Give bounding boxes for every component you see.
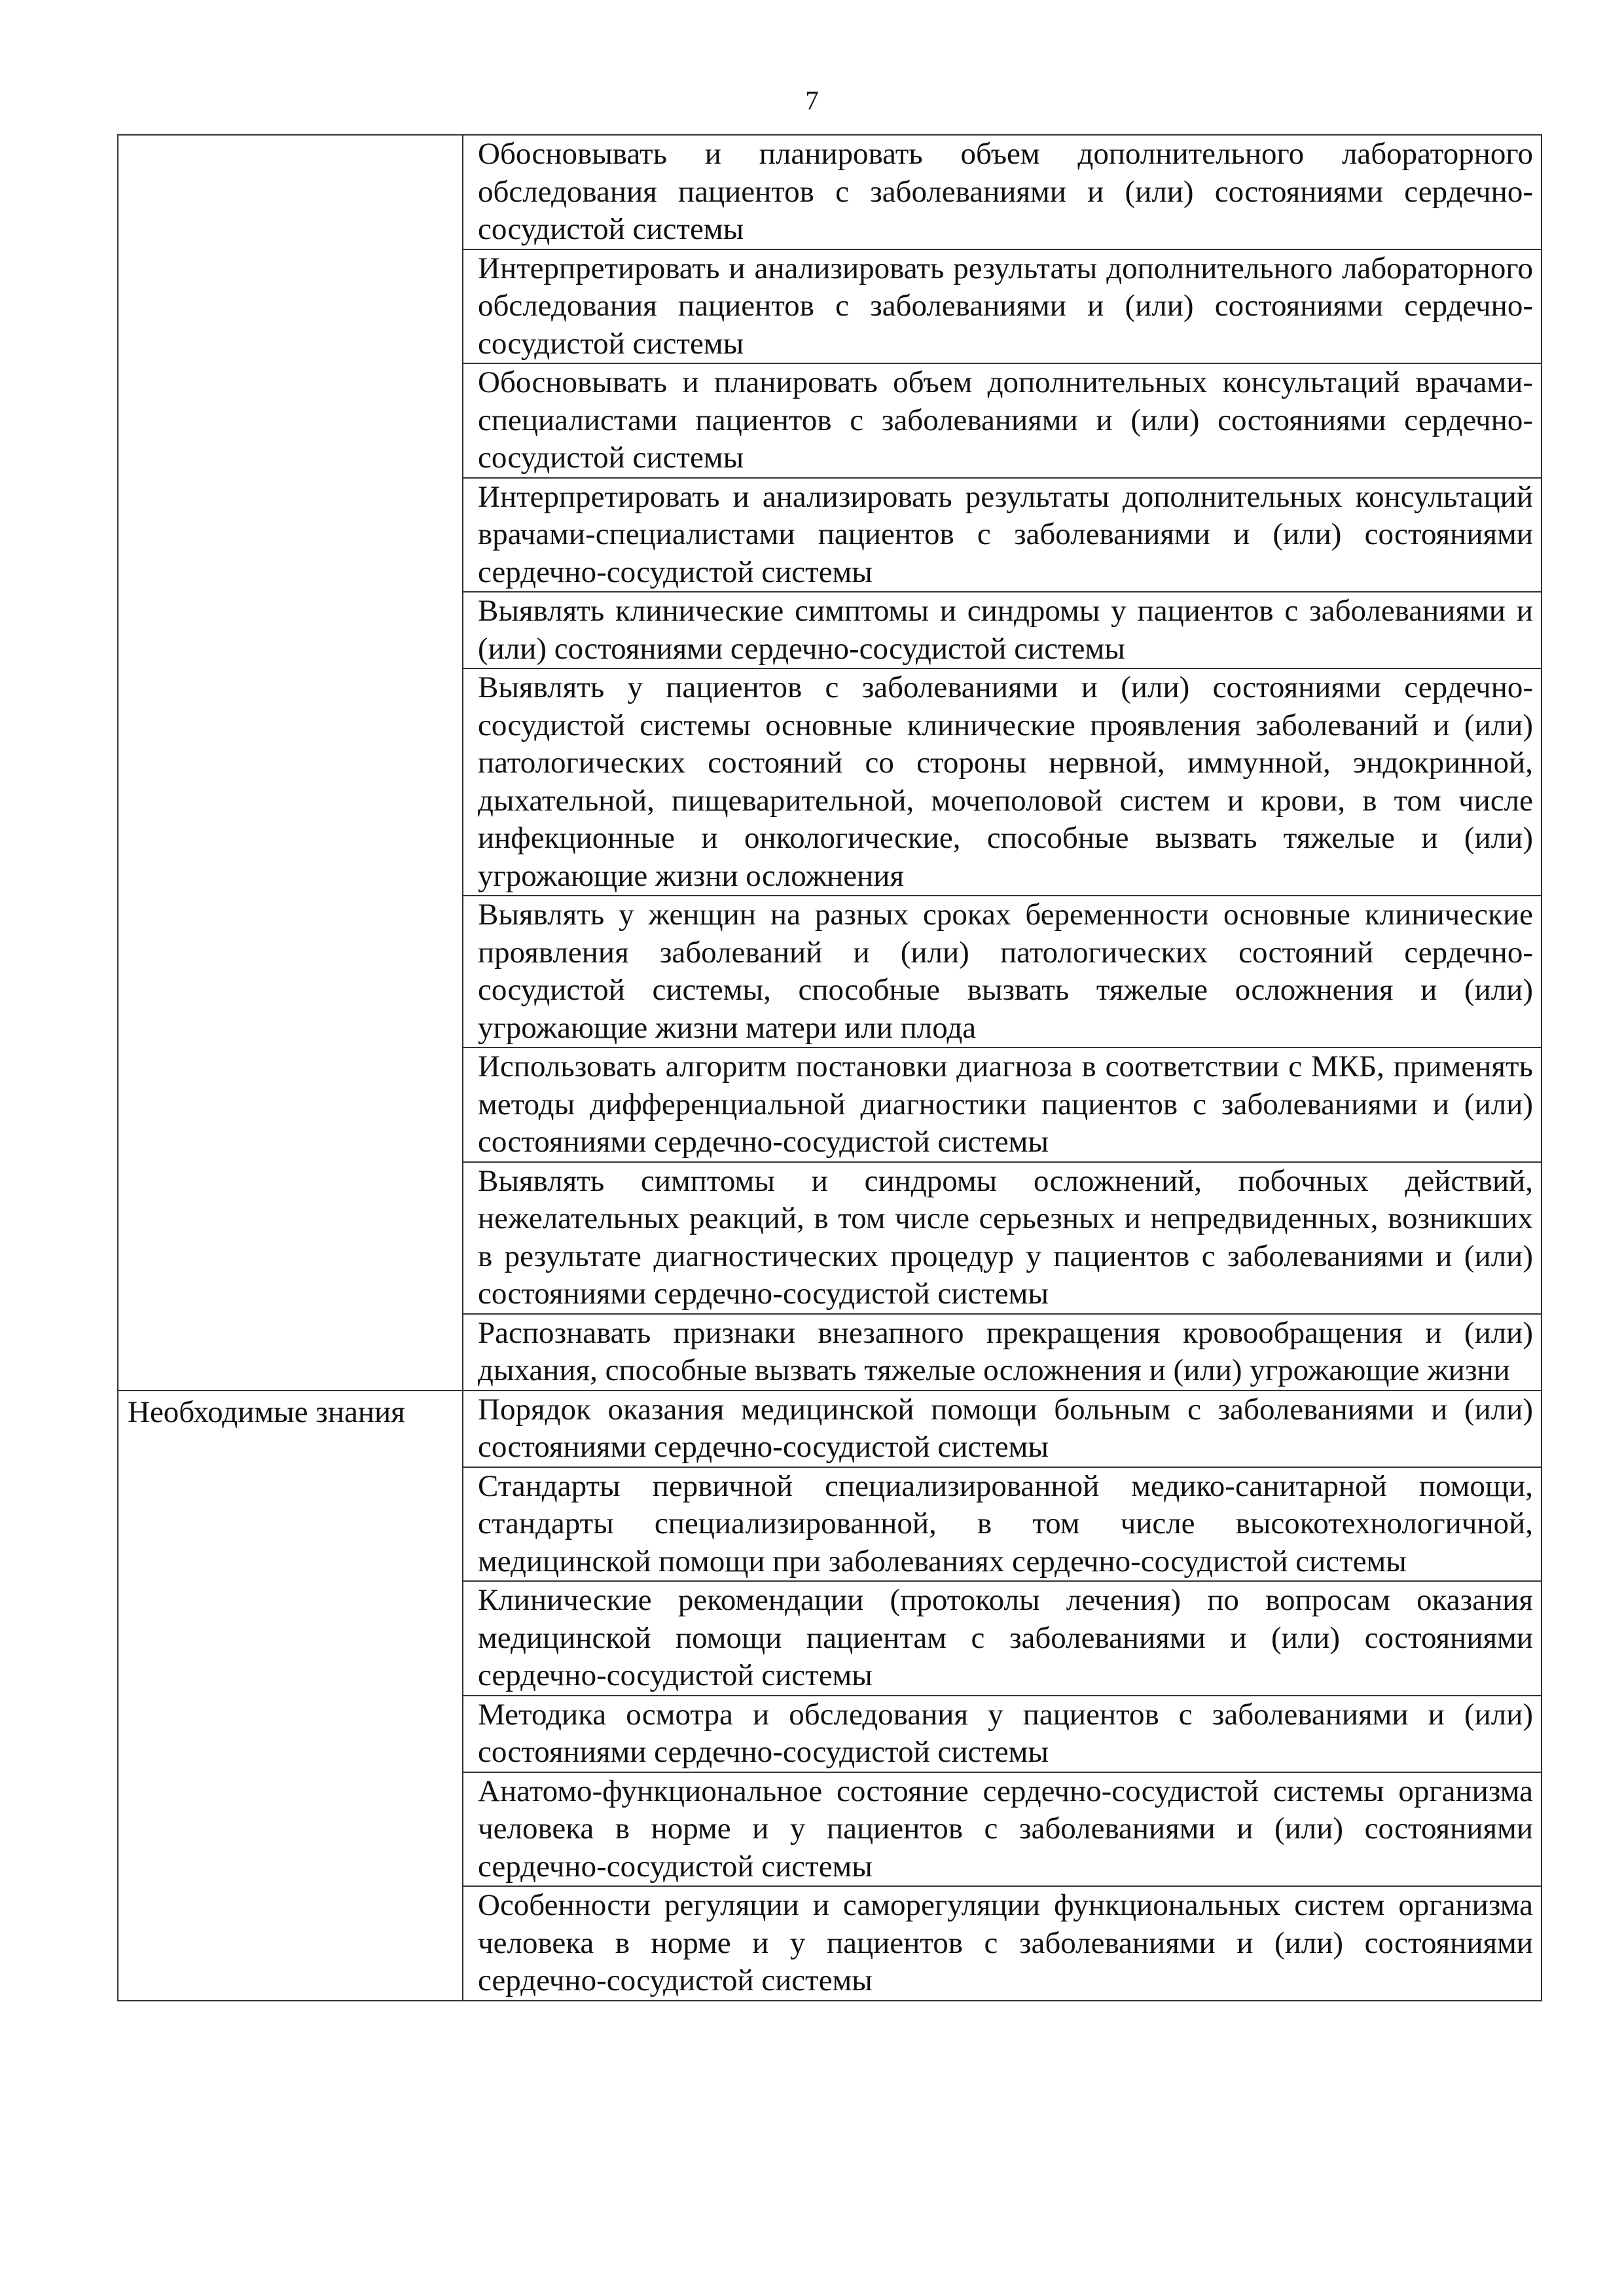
list-item: Распознавать признаки внезапного прекращения кровообращения и (или) дыхания, способные вызвать тяжелые осложнения и (или) угрожающие жизни	[463, 1313, 1541, 1390]
list-item: Особенности регуляции и саморегуляции функциональных систем организма человека в норме и у пациентов с заболеваниями и (или) состояниями сердечно-сосудистой системы	[463, 1886, 1541, 2000]
list-item: Обосновывать и планировать объем дополнительных консультаций врачами-специалистами пациентов с заболеваниями и (или) состояниями сердечно-сосудистой системы	[463, 363, 1541, 477]
knowledge-list	[463, 1391, 1542, 2001]
list-item: Выявлять у женщин на разных сроках беременности основные клинические проявления заболеваний и (или) патологических состояний сердечно-сосудистой системы, способные вызвать тяжелые осложнения и (или) угрожающие жизни матери или плода	[463, 895, 1541, 1047]
list-item: Стандарты первичной специализированной медико-санитарной помощи, стандарты специализированной, в том числе высокотехнологичной, медицинской помощи при заболеваниях сердечно-сосудистой системы	[463, 1467, 1541, 1581]
list-item: Анатомо-функциональное состояние сердечно-сосудистой системы организма человека в норме и у пациентов с заболеваниями и (или) состояниями сердечно-сосудистой системы	[463, 1772, 1541, 1886]
list-item: Использовать алгоритм постановки диагноза в соответствии с МКБ, применять методы дифференциальной диагностики пациентов с заболеваниями и (или) состояниями сердечно-сосудистой системы	[463, 1047, 1541, 1161]
list-item: Интерпретировать и анализировать результаты дополнительного лабораторного обследования пациентов с заболеваниями и (или) состояниями сердечно-сосудистой системы	[463, 249, 1541, 363]
list-item: Обосновывать и планировать объем дополнительного лабораторного обследования пациентов с заболеваниями и (или) состояниями сердечно-сосудистой системы	[478, 137, 1533, 246]
row-label-skills	[118, 135, 463, 1391]
list-item: Порядок оказания медицинской помощи больным с заболеваниями и (или) состояниями сердечно-сосудистой системы	[478, 1392, 1533, 1464]
page-number: 7	[805, 85, 819, 115]
list-item: Методика осмотра и обследования у пациентов с заболеваниями и (или) состояниями сердечно-сосудистой системы	[463, 1695, 1541, 1772]
list-item: Выявлять у пациентов с заболеваниями и (или) состояниями сердечно-сосудистой системы основные клинические проявления заболеваний и (или) патологических состояний со стороны нервной, иммунной, эндокринной, дыхательной, пищеварительной, мочеполовой систем и крови, в том числе инфекционные и онкологические, способные вызвать тяжелые и (или) угрожающие жизни осложнения	[463, 668, 1541, 895]
skills-list	[463, 135, 1542, 1391]
competency-table	[117, 134, 1542, 2001]
row-label-knowledge: Необходимые знания	[118, 1391, 463, 2001]
list-item: Выявлять симптомы и синдромы осложнений, побочных действий, нежелательных реакций, в том числе серьезных и непредвиденных, возникших в результате диагностических процедур у пациентов с заболеваниями и (или) состояниями сердечно-сосудистой системы	[463, 1161, 1541, 1313]
list-item: Выявлять клинические симптомы и синдромы у пациентов с заболеваниями и (или) состояниями сердечно-сосудистой системы	[463, 591, 1541, 668]
table-row-skills	[118, 135, 1542, 1391]
list-item: Клинические рекомендации (протоколы лечения) по вопросам оказания медицинской помощи пациентам с заболеваниями и (или) состояниями сердечно-сосудистой системы	[463, 1580, 1541, 1695]
list-item: Интерпретировать и анализировать результаты дополнительных консультаций врачами-специалистами пациентов с заболеваниями и (или) состояниями сердечно-сосудистой системы	[463, 477, 1541, 592]
table-row-knowledge	[118, 1391, 1542, 2001]
